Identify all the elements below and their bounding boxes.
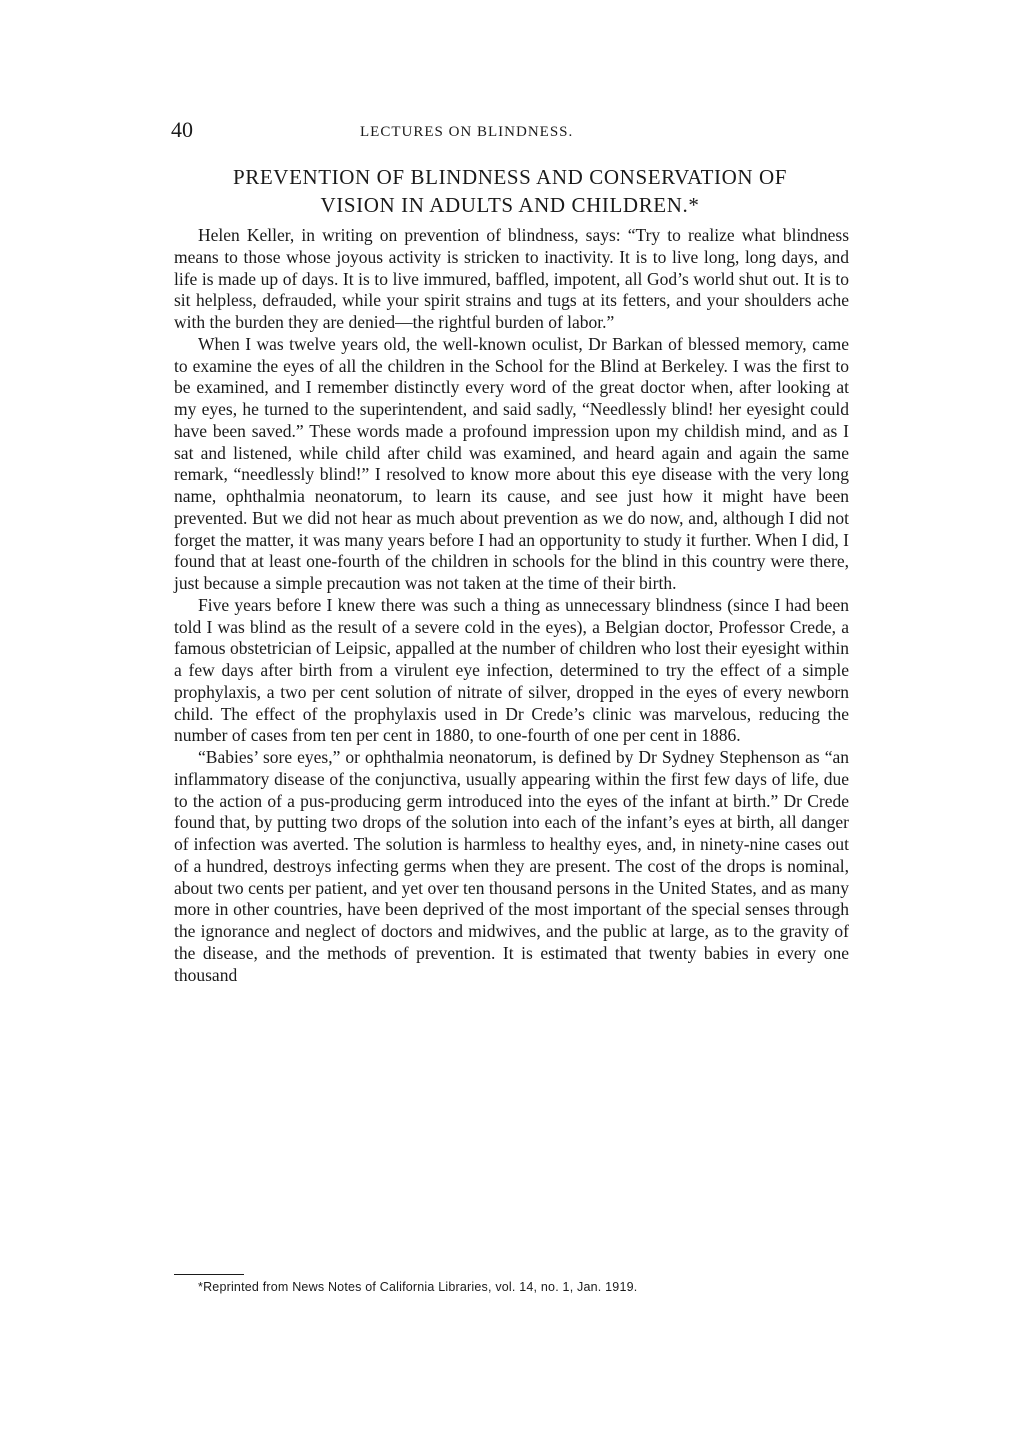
footnote-divider xyxy=(174,1274,244,1275)
paragraph-babies-sore-eyes: “Babies’ sore eyes,” or ophthalmia neonatorum, is defined by Dr Sydney Stephenson as “an inflammatory disease of the conjunctiva, usually appearing within the first few days of life, due to the action of a pus-producing germ introduced into the eyes of the infant at birth.” Dr Crede found that, by putting two drops of the solution into each of the infant’s eyes at birth, all danger of infection was averted. The solution is harmless to healthy eyes, and, in ninety-nine cases out of a hundred, destroys infecting germs when they are present. The cost of the drops is nominal, about two cents per patient, and yet over ten thousand persons in the United States, and as many more in other countries, have been deprived of the most important of the special senses through the ignorance and neglect of doctors and midwives, and the public at large, as to the gravity of the disease, and the methods of prevention. It is estimated that twenty babies in every one thousand xyxy=(174,747,849,985)
running-head: LECTURES ON BLINDNESS. xyxy=(360,124,574,140)
article-title xyxy=(172,163,848,219)
paragraph-dr-barkan: When I was twelve years old, the well-known oculist, Dr Barkan of blessed memory, came to examine the eyes of all the children in the School for the Blind at Berkeley. I was the first to be examined, and I remember distinctly every word of the great doctor when, after looking at my eyes, he turned to the superintendent, and said sadly, “Needlessly blind! her eyesight could have been saved.” These words made a profound impression upon my childish mind, and as I sat and listened, while child after child was examined, and heard again and again the same remark, “needlessly blind!” I resolved to know more about this eye disease with the very long name, ophthalmia neonatorum, to learn its cause, and see just how it might have been prevented. But we did not hear as much about prevention as we do now, and, although I did not forget the matter, it was many years before I had an opportunity to study it further. When I did, I found that at least one-fourth of the children in schools for the blind in this country were there, just because a simple precaution was not taken at the time of their birth. xyxy=(174,333,849,593)
paragraph-keller-quote: Helen Keller, in writing on prevention of blindness, says: “Try to realize what blindness means to those whose joyous activity is stricken to inactivity. It is to live long, long days, and life is made up of days. It is to live immured, baffled, impotent, all God’s world shut out. It is to sit helpless, defrauded, while your spirit strains and tugs at its fetters, and your shoulders ache with the burden they are denied—the rightful burden of labor.” xyxy=(174,225,849,332)
article-body xyxy=(174,225,849,986)
article-title-line-2: VISION IN ADULTS AND CHILDREN.* xyxy=(320,193,700,217)
article-title-line-1: PREVENTION OF BLINDNESS AND CONSERVATION OF xyxy=(232,165,788,189)
paragraph-professor-crede: Five years before I knew there was such a thing as unnecessary blindness (since I had been told I was blind as the result of a severe cold in the eyes), a Belgian doctor, Professor Crede, a famous obstetrician of Leipsic, appalled at the number of children who lost their eyesight within a few days after birth from a virulent eye infection, determined to try the effect of a simple prophylaxis, a two per cent solution of nitrate of silver, dropped in the eyes of every newborn child. The effect of the prophylaxis used in Dr Crede’s clinic was marvelous, reducing the number of cases from ten per cent in 1880, to one-fourth of one per cent in 1886. xyxy=(174,594,849,746)
footnote: *Reprinted from News Notes of California Libraries, vol. 14, no. 1, Jan. 1919. xyxy=(198,1280,638,1294)
page-number: 40 xyxy=(171,117,193,142)
